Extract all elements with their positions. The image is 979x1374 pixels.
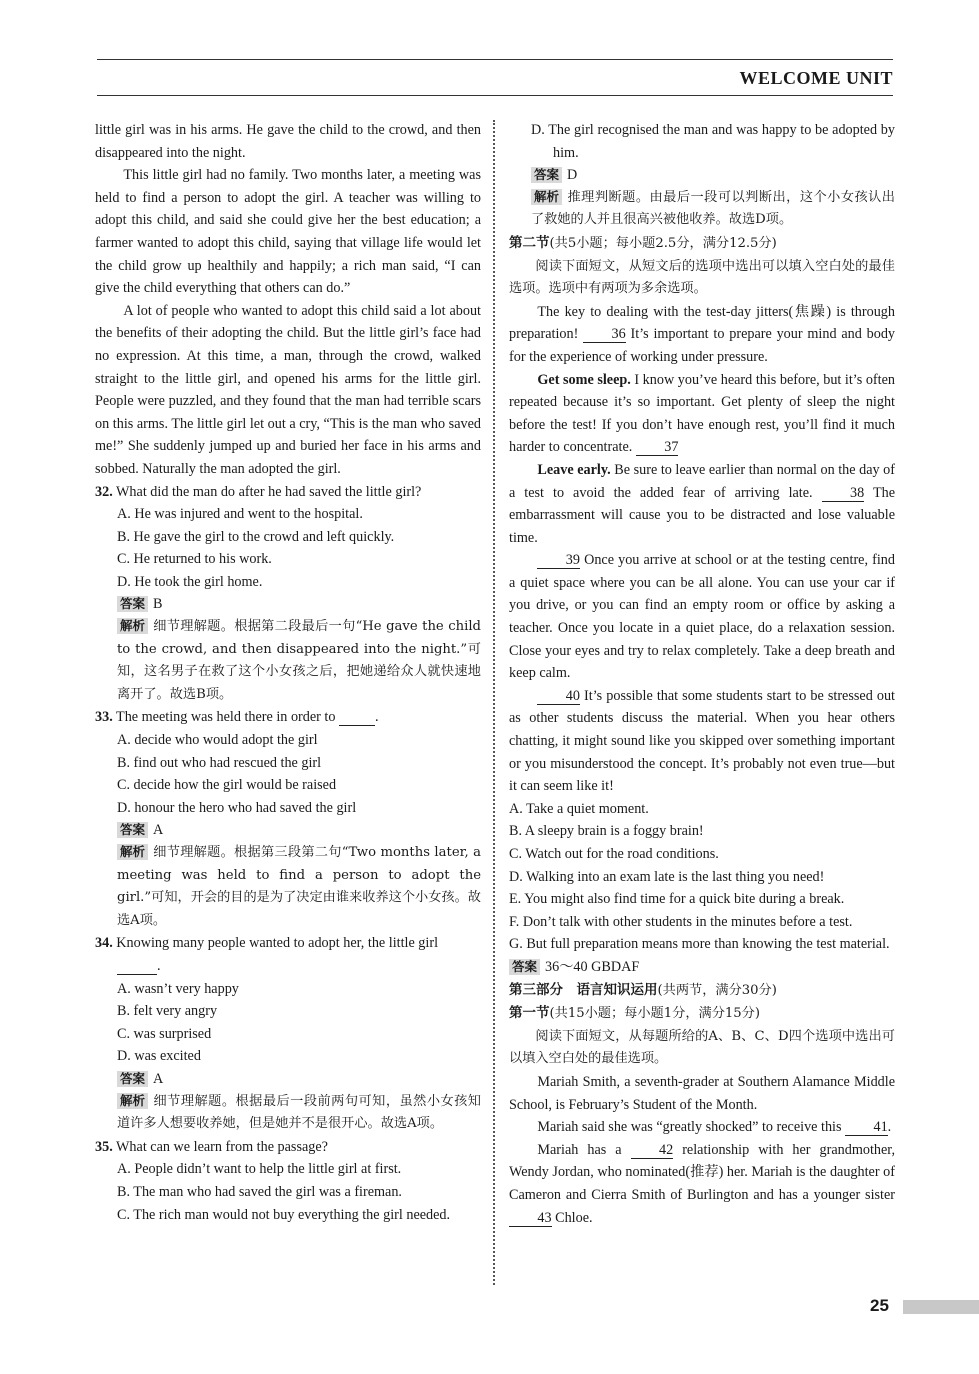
left-column — [95, 119, 481, 1226]
question-33-option-c: C. decide how the girl would be raised — [117, 777, 337, 794]
cloze-paragraph-3: Mariah has a 42 relationship with her grandmother, Wendy Jordan, who nominated(推荐) her. Mariah is the daughter of Cameron and Cierra Smith of Burlington and has a younger sister 43 Chloe. — [509, 1141, 896, 1226]
question-32-option-b: B. He gave the girl to the crowd and left quickly. — [117, 528, 395, 545]
section-1-heading: 第一节(共15小题；每小题1分，满分15分) — [509, 1005, 760, 1022]
question-32-option-d: D. He took the girl home. — [117, 573, 263, 590]
passage-paragraph-2: Get some sleep. I know you’ve heard this before, but it’s often repeated because it’s so important. Get plenty of sleep the night before the test! If you don’t have enough rest, you’ll find it much harder to concentrate. 37 — [509, 371, 895, 456]
question-34-blank: . — [95, 955, 481, 978]
right-column — [509, 119, 895, 1229]
section-1-instructions: 阅读下面短文，从每题所给的A、B、C、D四个选项中选出可以填入空白处的最佳选项。 — [509, 1028, 895, 1067]
question-34-option-d: D. was excited — [117, 1048, 201, 1065]
passage-paragraph-4: 39 Once you arrive at school or at the testing centre, find a quiet space where you can be all alone. You can use your car if you drive, or you can find an empty room or office by asking a teacher. Once you locate in a quiet place, do a relaxation session. Close your eyes and try to relax completely. Take a deep breath and keep calm. — [509, 552, 895, 682]
page-number-bar — [903, 1300, 979, 1314]
question-33-option-a: A. decide who would adopt the girl — [117, 732, 318, 749]
question-35-option-a: A. People didn’t want to help the little girl at first. — [117, 1161, 402, 1178]
question-35-option-b: B. The man who had saved the girl was a fireman. — [117, 1183, 402, 1200]
question-34-answer: 答案 A — [95, 1068, 481, 1091]
choice-d: D. Walking into an exam late is the last thing you need! — [509, 868, 825, 885]
question-35-option-c: C. The rich man would not buy everything the girl needed. — [117, 1206, 451, 1223]
question-33: 33. The meeting was held there in order to . — [95, 709, 379, 726]
question-33-answer: 答案 A — [95, 819, 481, 842]
question-32-analysis: 解析 细节理解题。根据第二段最后一句“He gave the child to the crowd, and then disappeared into the night.”可知，这名男子在救了这个小女孩之后，把她递给众人就快速地离开了。故选B项。 — [117, 618, 481, 702]
passage-paragraph-5: 40 It’s possible that some students start to be stressed out as other students discuss the material. When you hear others chatting, it might sound like you skipped over something important or you misunderstood the concept. It’s probably not even true—but it can seem like it! — [509, 687, 895, 795]
question-34-option-c: C. was surprised — [117, 1025, 212, 1042]
question-34-analysis: 解析 细节理解题。根据最后一段前两句可知，虽然小女孩知道许多人想要收养她，但是她并不是很开心。故选A项。 — [117, 1092, 481, 1132]
section-2-instructions: 阅读下面短文，从短文后的选项中选出可以填入空白处的最佳选项。选项中有两项为多余选项。 — [509, 258, 895, 297]
header-top-rule — [97, 59, 893, 60]
choice-g: G. But full preparation means more than knowing the test material. — [509, 936, 890, 953]
column-divider — [493, 120, 495, 1285]
question-32-option-c: C. He returned to his work. — [117, 551, 272, 568]
header-bottom-rule — [97, 95, 893, 96]
question-35-answer: 答案 D — [509, 164, 895, 187]
page-number: 25 — [870, 1296, 889, 1315]
choice-b: B. A sleepy brain is a foggy brain! — [509, 823, 704, 840]
passage-paragraph-1: The key to dealing with the test-day jitters(焦躁) is through preparation! 36 It’s important to prepare your mind and body for the experience of working under pressure. — [509, 303, 896, 365]
part-3-heading: 第三部分 语言知识运用(共两节，满分30分) — [509, 981, 777, 998]
story-paragraph-3: A lot of people who wanted to adopt this child said a lot about the benefits of their adopting the child. But the little girl’s face had no expression. At this time, a man, through the crowd, walked straight to the little girl, and opened his arms for the little girl. People were puzzled, and they found that the man had terrible scars on this arms. The little girl let out a cry, “This is the man who saved me!” She suddenly jumped up and buried her face in his arms and sobbed. Naturally the man adopted the girl. — [95, 302, 481, 477]
question-34-option-a: A. wasn’t very happy — [117, 980, 239, 997]
unit-title: WELCOME UNIT — [739, 68, 893, 88]
question-35-analysis: 解析 推理判断题。由最后一段可以判断出，这个小女孩认出了救她的人并且很高兴被他收养。故选D项。 — [531, 188, 895, 228]
question-33-analysis: 解析 细节理解题。根据第三段第二句“Two months later, a meeting was held to find a person to adopt the girl.”可知，开会的目的是为了决定由谁来收养这个小女孩。故选A项。 — [117, 844, 481, 928]
question-32-option-a: A. He was injured and went to the hospital. — [117, 506, 363, 523]
story-paragraph-2: This little girl had no family. Two months later, a meeting was held to find a person to adopt the girl. A teacher was willing to adopt this child, and said she could give her the best education; a farmer wanted to adopt this child, saying that village life would let the child grow up healthily and happily; a rich man said, “I can give the child everything that others can do.” — [95, 167, 481, 297]
question-35-option-d: D. The girl recognised the man and was happy to be adopted by him. — [531, 122, 895, 161]
question-35: 35. What can we learn from the passage? — [95, 1138, 328, 1155]
question-32: 32. What did the man do after he had saved the little girl? — [95, 483, 422, 500]
question-33-option-b: B. find out who had rescued the girl — [117, 754, 322, 771]
passage-paragraph-3: Leave early. Be sure to leave earlier than normal on the day of a test to avoid the added fear of arriving late. 38 The embarrassment will cause you to be distracted and lose valuable time. — [509, 461, 896, 546]
question-34: 34. Knowing many people wanted to adopt her, the little girl — [95, 935, 439, 952]
cloze-paragraph-1: Mariah Smith, a seventh-grader at Southern Alamance Middle School, is February’s Student of the Month. — [509, 1073, 895, 1113]
choice-f: F. Don’t talk with other students in the minutes before a test. — [509, 913, 853, 930]
cloze-paragraph-2: Mariah said she was “greatly shocked” to receive this 41. — [537, 1119, 892, 1136]
story-paragraph-1: little girl was in his arms. He gave the child to the crowd, and then disappeared into the night. — [95, 122, 481, 161]
choice-a: A. Take a quiet moment. — [509, 800, 649, 817]
question-34-option-b: B. felt very angry — [117, 1003, 218, 1020]
choice-c: C. Watch out for the road conditions. — [509, 846, 719, 862]
question-32-answer: 答案 B — [95, 593, 481, 616]
question-33-option-d: D. honour the hero who had saved the girl — [117, 799, 357, 816]
section-2-heading: 第二节(共5小题；每小题2.5分，满分12.5分) — [509, 234, 777, 251]
section-2-answer: 答案 36～40 GBDAF — [509, 956, 895, 979]
choice-e: E. You might also find time for a quick bite during a break. — [509, 891, 845, 908]
